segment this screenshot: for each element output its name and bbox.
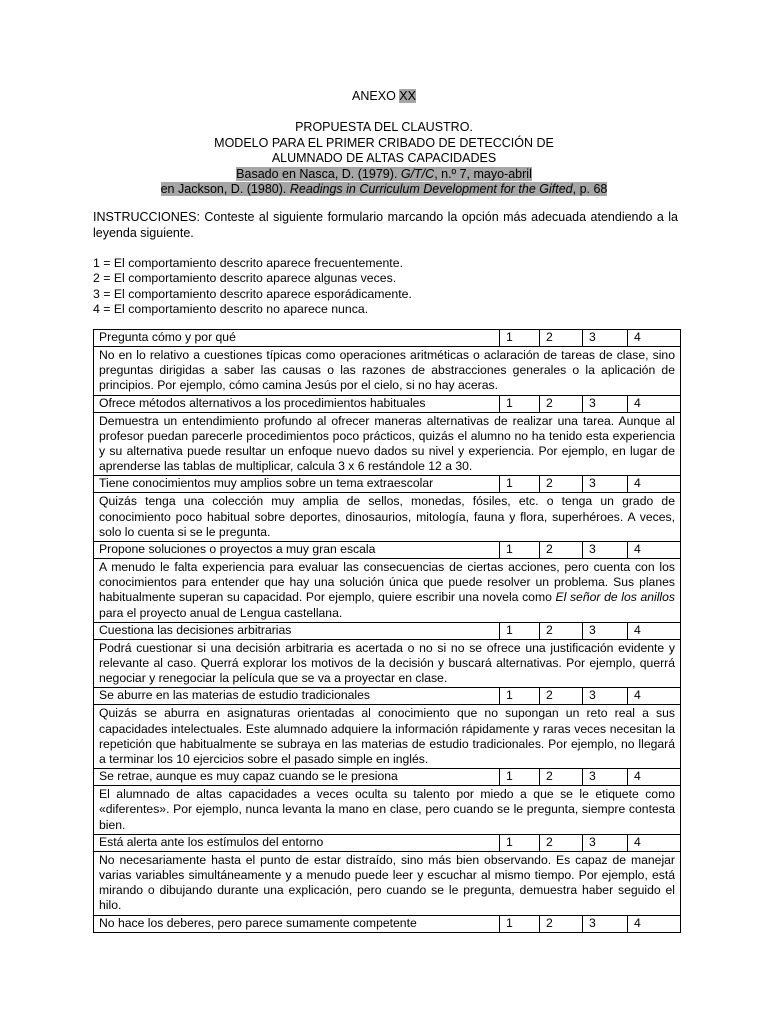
rating-option-1[interactable]: 1 (500, 769, 540, 786)
title-line-2: MODELO PARA EL PRIMER CRIBADO DE DETECCIÓN DE (214, 135, 554, 150)
question-row (94, 476, 681, 493)
question-text: Propone soluciones o proyectos a muy gran escala (94, 542, 500, 559)
annex-code: XX (399, 89, 416, 103)
rating-option-2[interactable]: 2 (540, 915, 583, 932)
rating-option-1[interactable]: 1 (500, 476, 540, 493)
rating-option-2[interactable]: 2 (540, 330, 583, 347)
description-row (94, 347, 681, 396)
title-line-3: ALUMNADO DE ALTAS CAPACIDADES (271, 151, 497, 165)
rating-option-4[interactable]: 4 (628, 915, 681, 932)
rating-option-3[interactable]: 3 (583, 476, 628, 493)
rating-option-3[interactable]: 3 (583, 622, 628, 639)
rating-option-1[interactable]: 1 (500, 542, 540, 559)
rating-option-4[interactable]: 4 (628, 834, 681, 851)
legend (93, 256, 678, 317)
legend-item: 2 = El comportamiento descrito aparece algunas veces. (93, 271, 397, 286)
rating-option-2[interactable]: 2 (540, 395, 583, 412)
question-text: Se aburre en las materias de estudio tradicionales (94, 688, 500, 705)
question-row (94, 769, 681, 786)
description-row (94, 493, 681, 542)
description-text: Podrá cuestionar si una decisión arbitraria es acertada o no si no se ofrece una justificación evidente y relevante al caso. Querrá explorar los motivos de la decisión y buscará alternativas. Por ejemplo, querrá negociar y renegociar la película que se va a proyectar en clase. (94, 639, 681, 688)
question-row (94, 395, 681, 412)
instructions-text: INSTRUCCIONES: Conteste al siguiente formulario marcando la opción más adecuada atendiendo a la leyenda siguiente. (93, 210, 678, 240)
description-text: No en lo relativo a cuestiones típicas como operaciones aritméticas o aclaración de tareas de clase, sino preguntas dirigidas a saber las causas o las razones de abstracciones generales o la aplicación de principios. Por ejemplo, cómo camina Jesús por el cielo, si no hay aceras. (94, 347, 681, 396)
question-text: Ofrece métodos alternativos a los procedimientos habituales (94, 395, 500, 412)
legend-item: 4 = El comportamiento descrito no aparece nunca. (93, 301, 369, 316)
rating-option-3[interactable]: 3 (583, 330, 628, 347)
rating-option-4[interactable]: 4 (628, 769, 681, 786)
question-row (94, 915, 681, 932)
rating-option-2[interactable]: 2 (540, 769, 583, 786)
question-text: Está alerta ante los estímulos del entorno (94, 834, 500, 851)
description-row (94, 559, 681, 623)
description-row (94, 639, 681, 688)
screening-form-table (93, 329, 681, 933)
description-row (94, 851, 681, 915)
rating-option-1[interactable]: 1 (500, 834, 540, 851)
rating-option-1[interactable]: 1 (500, 915, 540, 932)
question-text: Pregunta cómo y por qué (94, 330, 500, 347)
question-text: No hace los deberes, pero parece sumamente competente (94, 915, 500, 932)
title-line-1: PROPUESTA DEL CLAUSTRO. (295, 120, 473, 134)
rating-option-2[interactable]: 2 (540, 622, 583, 639)
rating-option-1[interactable]: 1 (500, 622, 540, 639)
description-row (94, 412, 681, 476)
description-text: Quizás se aburra en asignaturas orientadas al conocimiento que no supongan un reto real a sus capacidades intelectuales. Este alumnado adquiere la información rápidamente y raras veces necesitan la repetición que habitualmente se subraya en las materias de estudio tradicionales. Por ejemplo, no llegará a terminar los 10 ejercicios sobre el pasado simple en inglés. (94, 705, 681, 769)
rating-option-3[interactable]: 3 (583, 915, 628, 932)
description-text: El alumnado de altas capacidades a veces oculta su talento por miedo a que se le etiquete como «diferentes». Por ejemplo, nunca levanta la mano en clase, pero cuando se le pregunta, siempre contesta bien. (94, 786, 681, 835)
rating-option-1[interactable]: 1 (500, 688, 540, 705)
source-line-2: en Jackson, D. (1980). Readings in Curriculum Development for the Gifted, p. 68 (160, 182, 608, 196)
rating-option-2[interactable]: 2 (540, 542, 583, 559)
rating-option-4[interactable]: 4 (628, 688, 681, 705)
legend-item: 3 = El comportamiento descrito aparece esporádicamente. (93, 286, 412, 301)
question-text: Tiene conocimientos muy amplios sobre un tema extraescolar (94, 476, 500, 493)
question-row (94, 330, 681, 347)
rating-option-1[interactable]: 1 (500, 395, 540, 412)
rating-option-4[interactable]: 4 (628, 476, 681, 493)
rating-option-4[interactable]: 4 (628, 395, 681, 412)
rating-option-2[interactable]: 2 (540, 688, 583, 705)
rating-option-4[interactable]: 4 (628, 622, 681, 639)
rating-option-3[interactable]: 3 (583, 769, 628, 786)
question-row (94, 688, 681, 705)
question-row (94, 622, 681, 639)
question-text: Se retrae, aunque es muy capaz cuando se le presiona (94, 769, 500, 786)
description-text: Quizás tenga una colección muy amplia de sellos, monedas, fósiles, etc. o tenga un grado de conocimiento poco habitual sobre deportes, dinosaurios, mitología, fauna y flora, superhéroes. A veces, solo lo cuenta si se le pregunta. (94, 493, 681, 542)
book-title: El señor de los anillos (555, 590, 675, 605)
rating-option-2[interactable]: 2 (540, 834, 583, 851)
description-row (94, 705, 681, 769)
annex-label (0, 89, 768, 105)
question-row (94, 834, 681, 851)
rating-option-4[interactable]: 4 (628, 542, 681, 559)
description-text: Demuestra un entendimiento profundo al ofrecer maneras alternativas de realizar una tarea. Aunque al profesor puedan parecerle procedimientos poco prácticos, quizás el alumno no ha tenido esta experiencia y su alternativa puede resultar un enfoque nuevo dados su nivel y experiencia. Por ejemplo, en lugar de aprenderse las tablas de multiplicar, calcula 3 x 6 restándole 12 a 30. (94, 412, 681, 476)
description-text: A menudo le falta experiencia para evaluar las consecuencias de ciertas acciones, pero cuenta con los conocimientos para entender que hay una solución única que puede resolver un problema. Sus planes habitualmente superan su capacidad. Por ejemplo, quiere escribir una novela como El señor de los anillos para el proyecto anual de Lengua castellana. (94, 559, 681, 623)
rating-option-4[interactable]: 4 (628, 330, 681, 347)
legend-item: 1 = El comportamiento descrito aparece frecuentemente. (93, 256, 403, 270)
rating-option-2[interactable]: 2 (540, 476, 583, 493)
question-row (94, 542, 681, 559)
source-line-1: Basado en Nasca, D. (1979). G/T/C, n.º 7, mayo-abril (236, 166, 532, 181)
rating-option-3[interactable]: 3 (583, 395, 628, 412)
document-heading (0, 120, 768, 198)
rating-option-3[interactable]: 3 (583, 688, 628, 705)
rating-option-1[interactable]: 1 (500, 330, 540, 347)
rating-option-3[interactable]: 3 (583, 834, 628, 851)
annex-prefix: ANEXO (352, 89, 400, 103)
question-text: Cuestiona las decisiones arbitrarias (94, 622, 500, 639)
description-row (94, 786, 681, 835)
rating-option-3[interactable]: 3 (583, 542, 628, 559)
description-text: No necesariamente hasta el punto de estar distraído, sino más bien observando. Es capaz de manejar varias variables simultáneamente y a menudo puede leer y escuchar al mismo tiempo. Por ejemplo, está mirando o dibujando durante una explicación, pero cuando se le pregunta, demuestra haber seguido el hilo. (94, 851, 681, 915)
